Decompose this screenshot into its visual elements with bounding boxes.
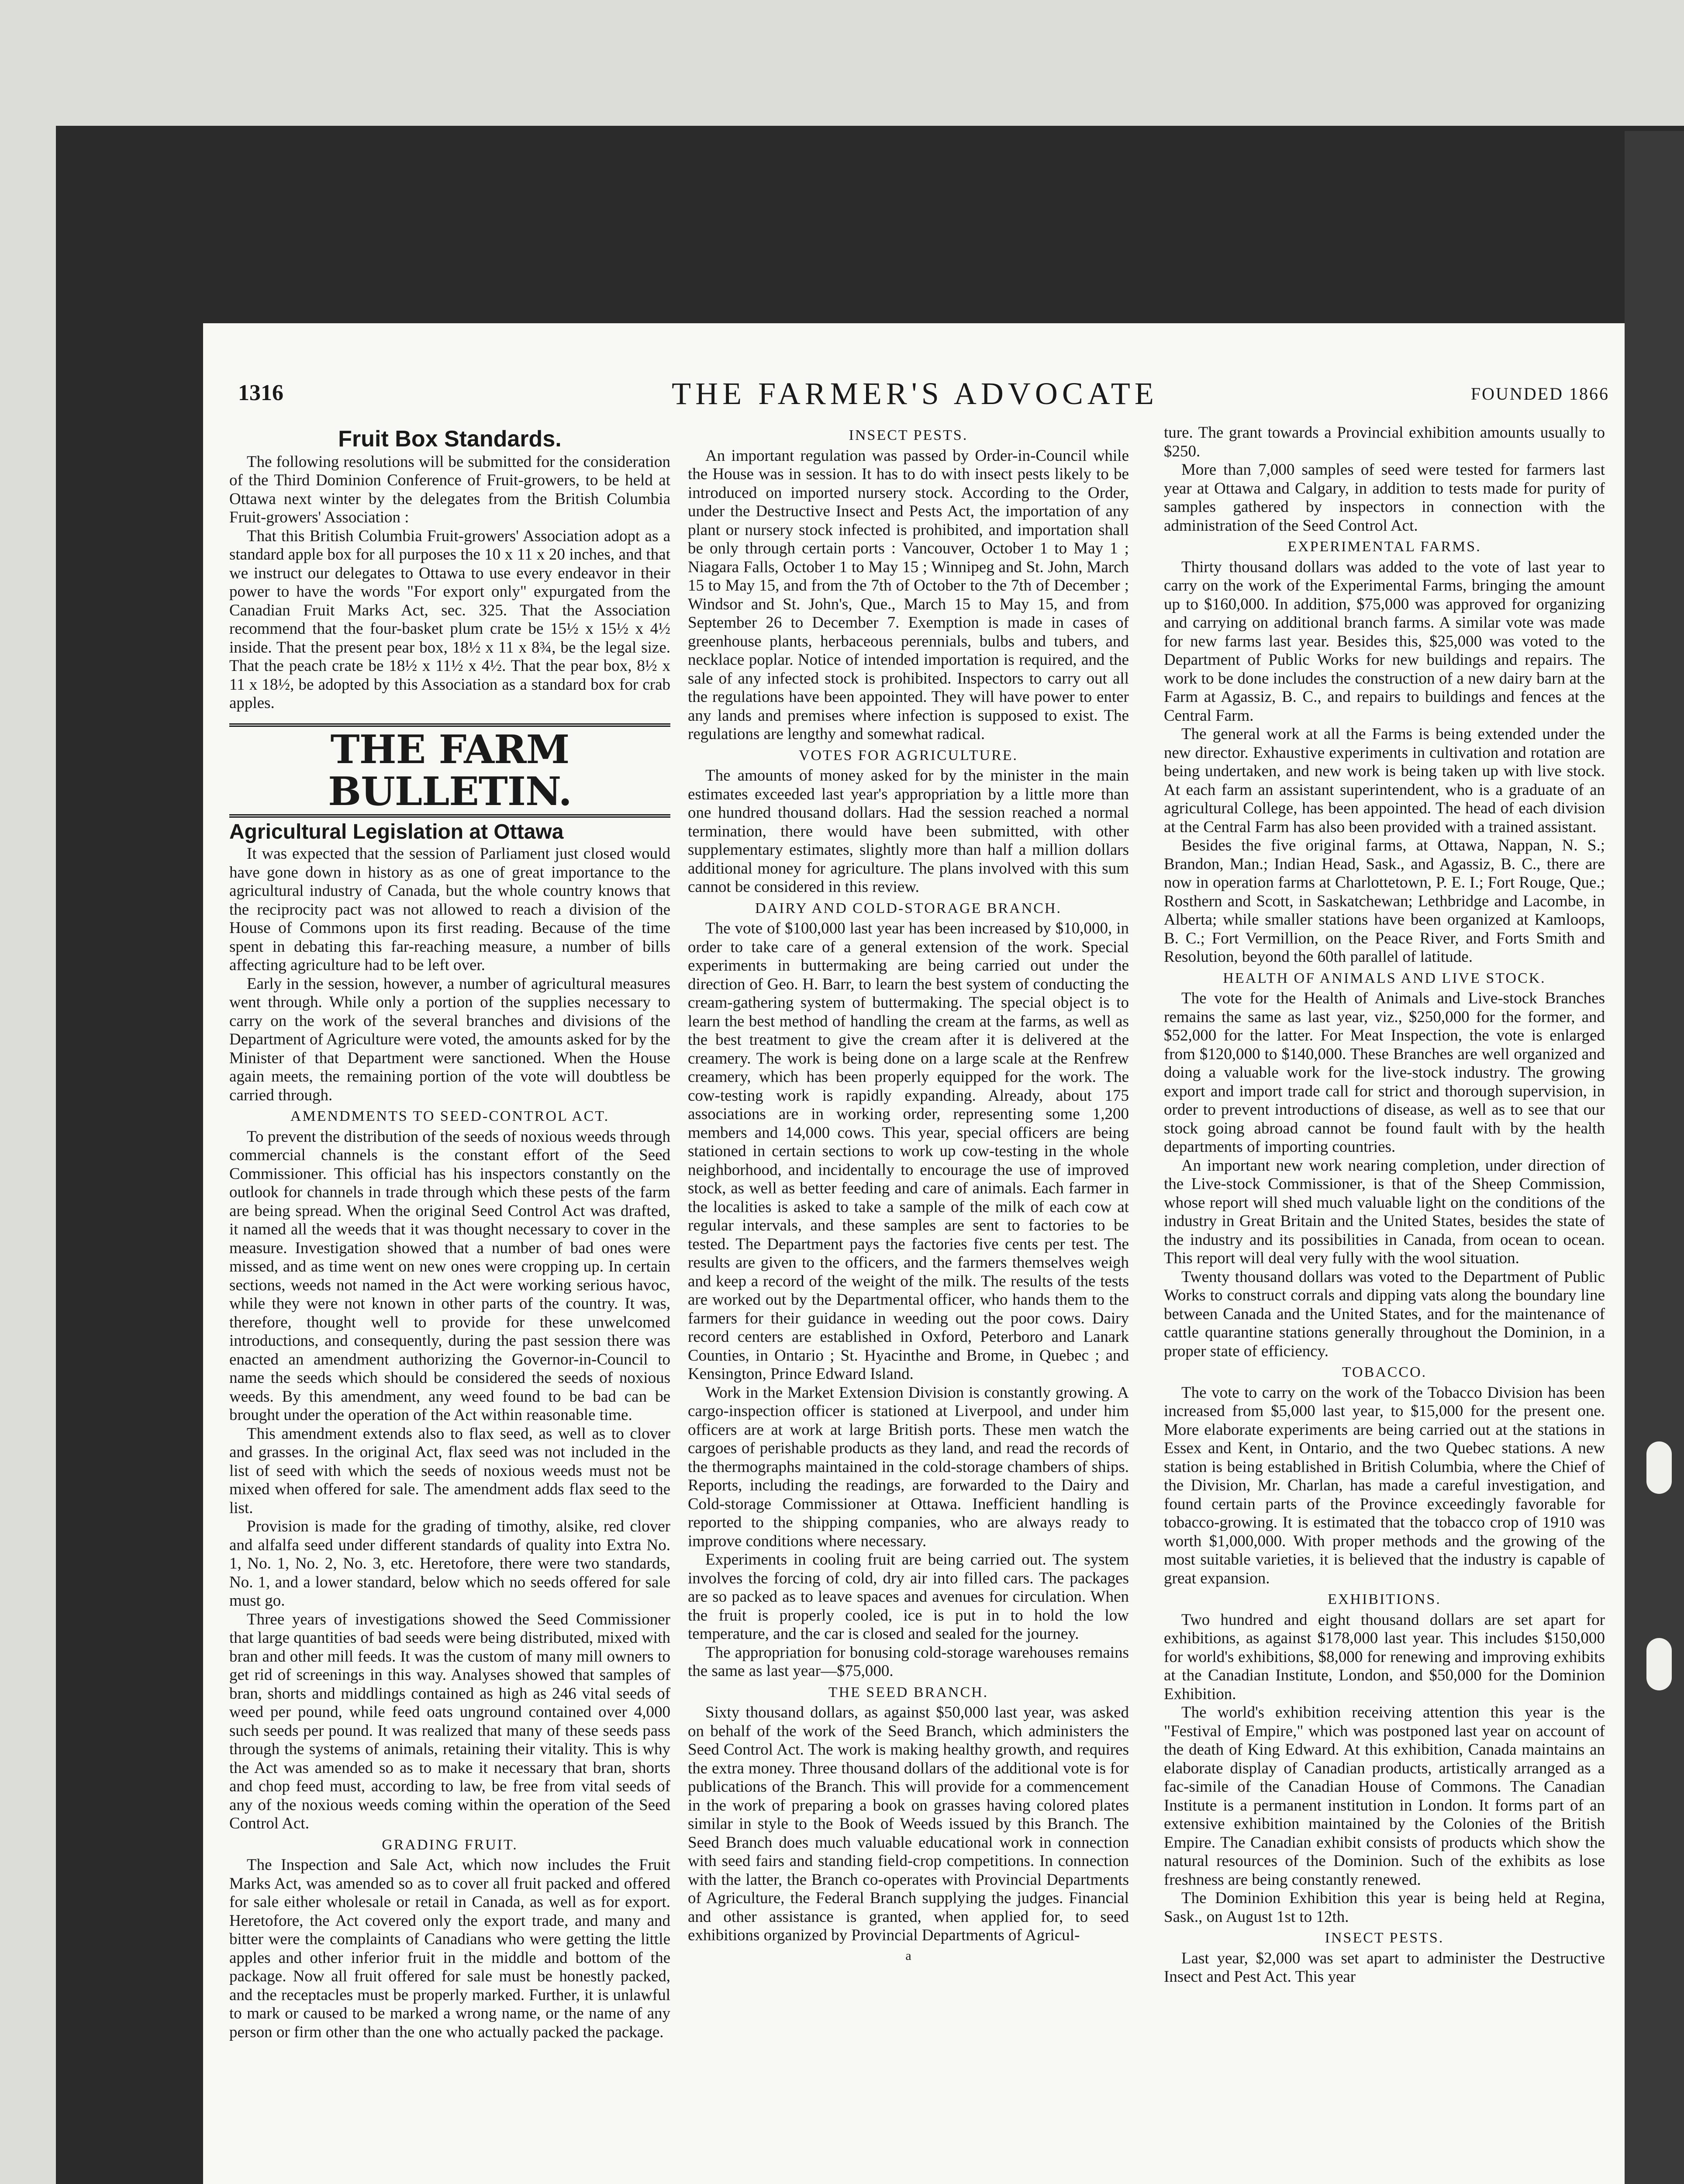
subheading: THE SEED BRANCH. bbox=[828, 1684, 989, 1700]
paragraph: The general work at all the Farms is being extended under the new director. Exhaustive experiments in cultivation and rotation are being undertaken, and new work is being taken up with live stock. At each farm an assistant superintendent, who is a graduate of an agricultural College, has been appointed. The head of each division at the Central Farm has also been provided with a trained assistant. bbox=[1164, 725, 1605, 836]
paragraph: The appropriation for bonusing cold-storage warehouses remains the same as last year—$75,000. bbox=[688, 1643, 1129, 1680]
subheading: EXHIBITIONS. bbox=[1328, 1591, 1441, 1607]
paragraph: The amounts of money asked for by the minister in the main estimates exceeded last year's appropriation by a little more than one hundred thousand dollars. Had the session reached a normal termination, there would have been submitted, with other supplementary estimates, slightly more than half a million dollars additional money for agriculture. The plans involved with this sum cannot be considered in this review. bbox=[688, 767, 1129, 896]
article-title: Agricultural Legislation at Ottawa bbox=[229, 820, 564, 843]
section-banner: THE FARM BULLETIN. bbox=[229, 723, 670, 818]
article-title: Fruit Box Standards. bbox=[338, 426, 562, 452]
paragraph: Twenty thousand dollars was voted to the Department of Public Works to construct corrals and dipping vats along the boundary line between Canada and the United States, and for the maintenance of cattle quarantine stations generally throughout the Dominion, in a proper state of efficiency. bbox=[1164, 1268, 1605, 1360]
page-header bbox=[221, 376, 1609, 415]
signature-mark: a bbox=[905, 1948, 911, 1963]
subheading: AMENDMENTS TO SEED-CONTROL ACT. bbox=[290, 1108, 610, 1124]
page-number: 1316 bbox=[238, 380, 283, 405]
paragraph: Sixty thousand dollars, as against $50,000 last year, was asked on behalf of the work of the Seed Branch, which administers the Seed Control Act. The work is making healthy growth, and requires the extra money. Three thousand dollars of the additional vote is for publications of the Branch. This will provide for a commencement in the work of preparing a book on grasses having colored plates similar in style to the Book of Weeds issued by this Branch. The Seed Branch does much valuable educational work in connection with seed fairs and standing field-crop competitions. In connection with the latter, the Branch co-operates with Provincial Departments of Agriculture, the Federal Branch supplying the judges. Financial and other assistance is granted, when applied for, to seed exhibitions organized by Provincial Departments of Agricul- bbox=[688, 1704, 1129, 1944]
subheading: TOBACCO. bbox=[1342, 1364, 1427, 1380]
subheading: INSECT PESTS. bbox=[1325, 1930, 1444, 1946]
paragraph: Two hundred and eight thousand dollars are set apart for exhibitions, as against $178,000 last year. This includes $150,000 for world's exhibitions, $8,000 for renewing and improving exhibits at the Canadian Institute, London, and $50,000 for the Dominion Exhibition. bbox=[1164, 1610, 1605, 1703]
paragraph: The Dominion Exhibition this year is being held at Regina, Sask., on August 1st to 12th. bbox=[1164, 1889, 1605, 1926]
paragraph: Three years of investigations showed the Seed Commissioner that large quantities of bad seeds were being distributed, mixed with bran and other mill feeds. It was the custom of many mill owners to get rid of screenings in this way. Analyses showed that samples of bran, shorts and middlings contained as high as 246 vital seeds of weed per pound, while feed oats unground contained over 4,000 such seeds per pound. It was realized that many of these seeds pass through the systems of animals, retaining their vitality. This is why the Act was amended so as to make it necessary that bran, shorts and chop feed must, according to law, be free from vital seeds of any of the noxious weeds coming within the operation of the Seed Control Act. bbox=[229, 1610, 670, 1832]
paragraph: The vote to carry on the work of the Tobacco Division has been increased from $5,000 last year, to $15,000 for the present one. More elaborate experiments are being carried out at the stations in Essex and Kent, in Ontario, and the two Quebec stations. A new station is being established in British Columbia, where the Chief of the Division, Mr. Charlan, has made a careful investigation, and found certain parts of the Province exceedingly favorable for tobacco-growing. It is estimated that the tobacco crop of 1910 was worth $1,000,000. With proper methods and the growing of the most suitable varieties, it is believed that the industry is capable of great expansion. bbox=[1164, 1383, 1605, 1587]
column-3 bbox=[1164, 424, 1605, 2184]
paragraph: More than 7,000 samples of seed were tested for farmers last year at Ottawa and Calgary, in addition to tests made for purity of samples gathered by inspectors in connection with the administration of the Seed Control Act. bbox=[1164, 461, 1605, 535]
binding-edge bbox=[1625, 131, 1684, 2184]
paragraph: Experiments in cooling fruit are being carried out. The system involves the forcing of cold, dry air into filled cars. The packages are so packed as to leave spaces and avenues for circulation. When the fruit is properly cooled, ice is put in to hold the low temperature, and the car is closed and sealed for the journey. bbox=[688, 1551, 1129, 1643]
paragraph: Work in the Market Extension Division is constantly growing. A cargo-inspection officer is stationed at Liverpool, and under him officers are at work at large British ports. These men watch the cargoes of perishable products as they land, and read the records of the thermographs maintained in the cold-storage chambers of ships. Reports, including the readings, are forwarded to the Dairy and Cold-storage Commissioner at Ottawa. Inefficient handling is reported to the shipping companies, who are always ready to improve conditions where necessary. bbox=[688, 1383, 1129, 1550]
paragraph: The vote for the Health of Animals and Live-stock Branches remains the same as last year, viz., $250,000 for the former, and $52,000 for the latter. For Meat Inspection, the vote is enlarged from $120,000 to $140,000. These Branches are well organized and doing a valuable work for the live-stock industry. The growing export and import trade call for strict and thorough supervision, in order to prevent introductions of disease, as well as to see that our stock going abroad cannot be found fault with by the health departments of importing countries. bbox=[1164, 989, 1605, 1156]
paragraph: Thirty thousand dollars was added to the vote of last year to carry on the work of the Experimental Farms, bringing the amount up to $160,000. In addition, $75,000 was approved for organizing and carrying on additional branch farms. A similar vote was made for new farms last year. Besides this, $25,000 was voted to the Department of Public Works for new buildings and repairs. The work to be done includes the construction of a new dairy barn at the Farm at Agassiz, B. C., and repairs to buildings and fences at the Central Farm. bbox=[1164, 558, 1605, 725]
subheading: DAIRY AND COLD-STORAGE BRANCH. bbox=[755, 900, 1062, 916]
paragraph: This amendment extends also to flax seed, as well as to clover and grasses. In the original Act, flax seed was not included in the list of seed with which the seeds of noxious weeds must not be mixed when offered for sale. The amendment adds flax seed to the list. bbox=[229, 1424, 670, 1517]
subheading: INSECT PESTS. bbox=[849, 427, 968, 443]
paragraph: The world's exhibition receiving attention this year is the "Festival of Empire," which was postponed last year on account of the death of King Edward. At this exhibition, Canada maintains an elaborate display of Canadian products, artistically arranged as a fac-simile of the Canadian House of Commons. The Canadian Institute is a permanent institution in London. It forms part of an extensive exhibition maintained by the Colonies of the British Empire. The Canadian exhibit consists of products which show the natural resources of the Dominion. Such of the exhibits as lose freshness are being constantly renewed. bbox=[1164, 1704, 1605, 1889]
binder-hole bbox=[1646, 1441, 1672, 1494]
subheading: GRADING FRUIT. bbox=[382, 1836, 518, 1853]
column-2 bbox=[688, 424, 1129, 2184]
paragraph: ture. The grant towards a Provincial exhibition amounts usually to $250. bbox=[1164, 424, 1605, 460]
paragraph: Provision is made for the grading of timothy, alsike, red clover and alfalfa seed under different standards of quality into Extra No. 1, No. 1, No. 2, No. 3, etc. Heretofore, there were two standards, No. 1, and a lower standard, below which no seeds offered for sale must go. bbox=[229, 1517, 670, 1610]
paragraph: It was expected that the session of Parliament just closed would have gone down in history as as one of great importance to the agricultural industry of Canada, but the whole country knows that the reciprocity pact was not allowed to reach a division of the House of Commons upon its first reading. Because of the time spent in debating this far-reaching measure, a number of bills affecting agriculture had to be left over. bbox=[229, 845, 670, 974]
paragraph: Last year, $2,000 was set apart to administer the Destructive Insect and Pest Act. This year bbox=[1164, 1949, 1605, 1986]
paragraph: Early in the session, however, a number of agricultural measures went through. While only a portion of the supplies necessary to carry on the work of the several branches and divisions of the Department of Agriculture were voted, the amounts asked for by the Minister of that Department were sanctioned. When the House again meets, the remaining portion of the vote will doubtless be carried through. bbox=[229, 975, 670, 1104]
newspaper-page bbox=[203, 323, 1625, 2184]
paragraph: That this British Columbia Fruit-growers' Association adopt as a standard apple box for all purposes the 10 x 11 x 20 inches, and that we instruct our delegates to Ottawa to use every endeavor in their power to have the words "For export only" expurgated from the Canadian Fruit Marks Act, sec. 325. That the Association recommend that the four-basket plum crate be 15½ x 15½ x 4½ inside. That the present pear box, 18½ x 11 x 8¾, be the legal size. That the peach crate be 18½ x 11½ x 4½. That the pear box, 8½ x 11 x 18½, be adopted by this Association as a standard box for crab apples. bbox=[229, 527, 670, 712]
paragraph: An important new work nearing completion, under direction of the Live-stock Commissioner, is that of the Sheep Commission, whose report will shed much valuable light on the conditions of the industry in Great Britain and the United States, besides the state of the industry and its possibilities in Canada, from ocean to ocean. This report will deal very fully with the wool situation. bbox=[1164, 1156, 1605, 1267]
subheading: EXPERIMENTAL FARMS. bbox=[1287, 539, 1481, 555]
founded-label: FOUNDED 1866 bbox=[1470, 384, 1609, 404]
masthead: THE FARMER'S ADVOCATE bbox=[672, 376, 1158, 411]
paragraph: To prevent the distribution of the seeds of noxious weeds through commercial channels is the constant effort of the Seed Commissioner. This official has his inspectors constantly on the outlook for channels in trade through which these pests of the farm are being spread. When the original Seed Control Act was drafted, it named all the weeds that it was thought necessary to cover in the measure. Investigation showed that a number of bad ones were missed, and as time went on new ones were cropping up. In certain sections, weeds not named in the Act were working serious havoc, while they were not known in other parts of the country. It was, therefore, thought well to provide for these unwelcomed introductions, and consequently, during the past session there was enacted an amendment authorizing the Governor-in-Council to name the seeds which should be considered the seeds of noxious weeds. By this amendment, any weed found to be bad can be brought under the operation of the Act within reasonable time. bbox=[229, 1127, 670, 1424]
paragraph: An important regulation was passed by Order-in-Council while the House was in session. It has to do with insect pests likely to be introduced on imported nursery stock. According to the Order, under the Destructive Insect and Pests Act, the importation of any plant or nursery stock infected is prohibited, and importation shall be only through certain ports : Vancouver, October 1 to May 1 ; Niagara Falls, October 1 to May 15 ; Winnipeg and St. John, March 15 to May 15, and from the 7th of October to the 7th of December ; Windsor and St. John's, Que., March 15 to May 15, and from September 26 to December 7. Exemption is made in cases of greenhouse plants, herbaceous perennials, bulbs and tubers, and necklace poplar. Notice of intended importation is required, and the sale of any infected stock is prohibited. Inspectors to carry out all the regulations have been appointed. They will have power to enter any lands and premises where infection is supposed to exist. The regulations are lengthy and somewhat radical. bbox=[688, 446, 1129, 743]
paragraph: The vote of $100,000 last year has been increased by $10,000, in order to take care of a general extension of the work. Special experiments in buttermaking are being carried out under the direction of Geo. H. Barr, to learn the best system of conducting the cream-gathering system of buttermaking. The special object is to learn the best method of handling the cream at the farms, as well as the best treatment to give the cream after it is delivered at the creamery. The work is being done on a large scale at the Renfrew creamery, which has been properly equipped for the work. The cow-testing work is rapidly expanding. Already, about 175 associations are in working order, representing some 1,200 members and 14,000 cows. This year, special officers are being stationed in certain sections to work up cow-testing in the whole neighborhood, and incidentally to encourage the use of improved stock, as well as better feeding and care of animals. Each farmer in the localities is asked to take a sample of the milk of each cow at regular intervals, and these samples are sent to factories to be tested. The Department pays the factories five cents per test. The results are given to the officers, and the farmers themselves weigh and keep a record of the weight of the milk. The results of the tests are worked out by the Departmental officer, who hands them to the farmers for their guidance in weeding out the poor cows. Dairy record centers are established in Oxford, Peterboro and Lanark Counties, in Ontario ; St. Hyacinthe and Brome, in Quebec ; and Kensington, Prince Edward Island. bbox=[688, 919, 1129, 1383]
paragraph: The Inspection and Sale Act, which now includes the Fruit Marks Act, was amended so as to cover all fruit packed and offered for sale either wholesale or retail in Canada, as well as for export. Heretofore, the Act covered only the export trade, and many and bitter were the complaints of Canadians who were getting the little apples and other inferior fruit in the middle and bottom of the package. Now all fruit offered for sale must be honestly packed, and the receptacles must be properly marked. Further, it is unlawful to mark or caused to be marked a wrong name, or the name of any person or firm other than the one who actually packed the package. bbox=[229, 1856, 670, 2041]
paragraph: Besides the five original farms, at Ottawa, Nappan, N. S.; Brandon, Man.; Indian Head, Sask., and Agassiz, B. C., there are now in operation farms at Charlottetown, P. E. I.; Fort Rouge, Que.; Rosthern and Scott, in Saskatchewan; Lethbridge and Lacombe, in Alberta; while smaller stations have been organized at Kamloops, B. C.; Fort Vermillion, on the Peace River, and Forts Smith and Resolution, beyond the 60th parallel of latitude. bbox=[1164, 836, 1605, 966]
subheading: VOTES FOR AGRICULTURE. bbox=[798, 747, 1018, 764]
binder-hole bbox=[1646, 1638, 1672, 1690]
paragraph: The following resolutions will be submitted for the consideration of the Third Dominion Conference of Fruit-growers, to be held at Ottawa next winter by the delegates from the British Columbia Fruit-growers' Association : bbox=[229, 453, 670, 526]
column-1 bbox=[229, 424, 670, 2184]
subheading: HEALTH OF ANIMALS AND LIVE STOCK. bbox=[1223, 970, 1546, 986]
